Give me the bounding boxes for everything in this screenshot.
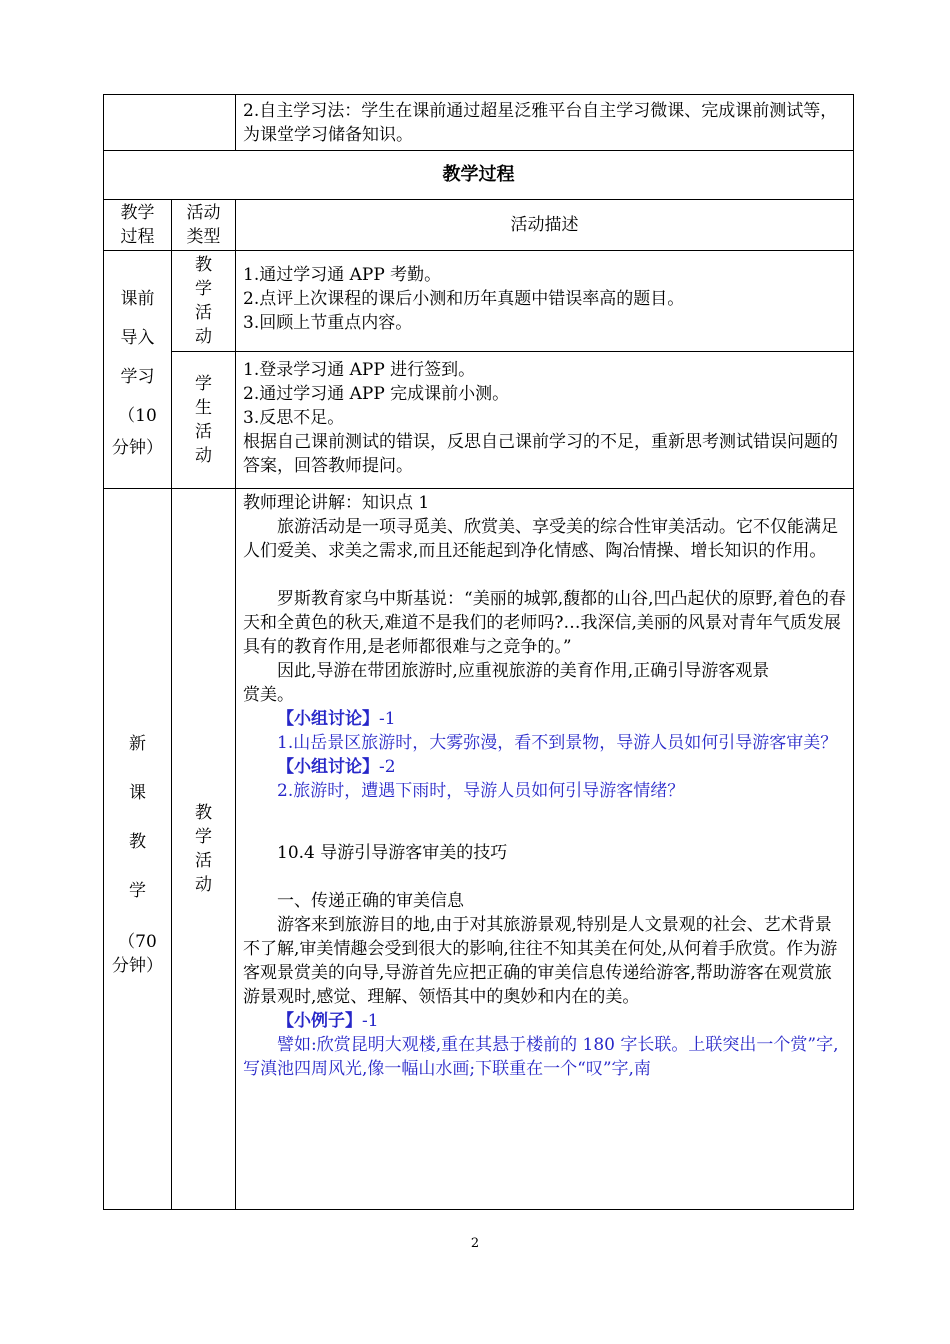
discussion-2-label: 【小组讨论】-2: [277, 757, 396, 777]
new-lesson-row: [104, 489, 854, 1210]
list-item: 2.点评上次课程的课后小测和历年真题中错误率高的题目。: [243, 289, 685, 309]
list-item: 3.回顾上节重点内容。: [243, 313, 413, 333]
new-lesson-stage-cell: [104, 489, 172, 1210]
methods-row: [104, 95, 854, 151]
stage-label: 学习: [120, 366, 155, 387]
stage-duration: 分钟）: [112, 956, 163, 976]
pre-class-teacher-row: [104, 251, 854, 352]
pre-class-stage-cell: [104, 251, 172, 489]
stage-label: 课前: [120, 288, 155, 309]
teacher-activity-desc: [236, 251, 854, 352]
paragraph: 游客来到旅游目的地,由于对其旅游景观,特别是人文景观的社会、艺术背景不了解,审美情趣会受到很大的影响,往往不知其美在何处,从何着手欣赏。作为游客观景赏美的向导,导游首先应把正确的审美信息传递给游客,帮助游客在观赏旅游景观时,感觉、理解、领悟其中的奥妙和内在的美。: [243, 915, 838, 1007]
stage-duration: 分钟）: [112, 437, 163, 458]
discussion-1-label: 【小组讨论】-1: [277, 709, 396, 729]
stage-label: 课: [129, 783, 146, 803]
paragraph: 罗斯教育家乌中斯基说：“美丽的城郭,馥都的山谷,凹凸起伏的原野,着色的春天和全黄色的秋天,难道不是我们的老师吗?…我深信,美丽的风景对青年气质发展具有的教育作用,是老师都很难与之竞争的。”: [243, 589, 846, 657]
discussion-1-question: 1.山岳景区旅游时，大雾弥漫，看不到景物，导游人员如何引导游客审美？: [277, 733, 838, 753]
stage-duration: （70: [118, 932, 157, 952]
list-item: 2.通过学习通 APP 完成课前小测。: [243, 384, 510, 404]
stage-label: 学: [129, 881, 146, 901]
stage-label: 导入: [120, 327, 155, 348]
subheading: 一、传递正确的审美信息: [277, 891, 464, 911]
list-item: 根据自己课前测试的错误，反思自己课前学习的不足，重新思考测试错误问题的答案，回答教师提问。: [243, 432, 838, 476]
stage-label: 新: [129, 734, 146, 754]
list-item: 3.反思不足。: [243, 408, 345, 428]
header-process: 教学 过程: [104, 200, 172, 251]
teacher-activity-type: 教 学 活 动: [172, 251, 236, 352]
discussion-2-question: 2.旅游时，遭遇下雨时，导游人员如何引导游客情绪？: [277, 781, 685, 801]
student-activity-desc: [236, 352, 854, 489]
stage-duration: （10: [118, 405, 157, 426]
methods-text: 2.自主学习法：学生在课前通过超星泛雅平台自主学习微课、完成课前测试等，为课堂学习储备知识。: [243, 101, 838, 145]
list-item: 1.通过学习通 APP 考勤。: [243, 265, 442, 285]
page-number: 2: [470, 1236, 480, 1251]
paragraph: 旅游活动是一项寻觅美、欣赏美、享受美的综合性审美活动。它不仅能满足人们爱美、求美之需求,而且还能起到净化情感、陶冶情操、增长知识的作用。: [243, 517, 838, 561]
section-title-row: [104, 151, 854, 200]
lecture-heading: 教师理论讲解：知识点 1: [243, 493, 430, 513]
methods-empty-cell: [104, 95, 236, 151]
stage-label: 教: [129, 832, 146, 852]
header-desc: 活动描述: [236, 200, 854, 251]
example-label: 【小例子】-1: [277, 1011, 379, 1031]
student-activity-type: 学 生 活 动: [172, 352, 236, 489]
list-item: 1.登录学习通 APP 进行签到。: [243, 360, 476, 380]
example-text: 譬如:欣赏昆明大观楼,重在其悬于楼前的 180 字长联。上联突出一个赏”字,写滇池四周风光,像一幅山水画;下联重在一个“叹”字,南: [243, 1035, 839, 1079]
lesson-plan-table: [103, 94, 854, 1210]
topic-title: 10.4 导游引导游客审美的技巧: [277, 843, 508, 863]
pre-class-student-row: [104, 352, 854, 489]
section-title: 教学过程: [442, 164, 515, 185]
paragraph: 赏美。: [243, 685, 294, 705]
header-row: [104, 200, 854, 251]
new-lesson-activity-type: 教 学 活 动: [172, 489, 236, 1210]
header-type: 活动 类型: [172, 200, 236, 251]
new-lesson-desc: [236, 489, 854, 1210]
paragraph: 因此,导游在带团旅游时,应重视旅游的美育作用,正确引导游客观景: [277, 661, 770, 681]
